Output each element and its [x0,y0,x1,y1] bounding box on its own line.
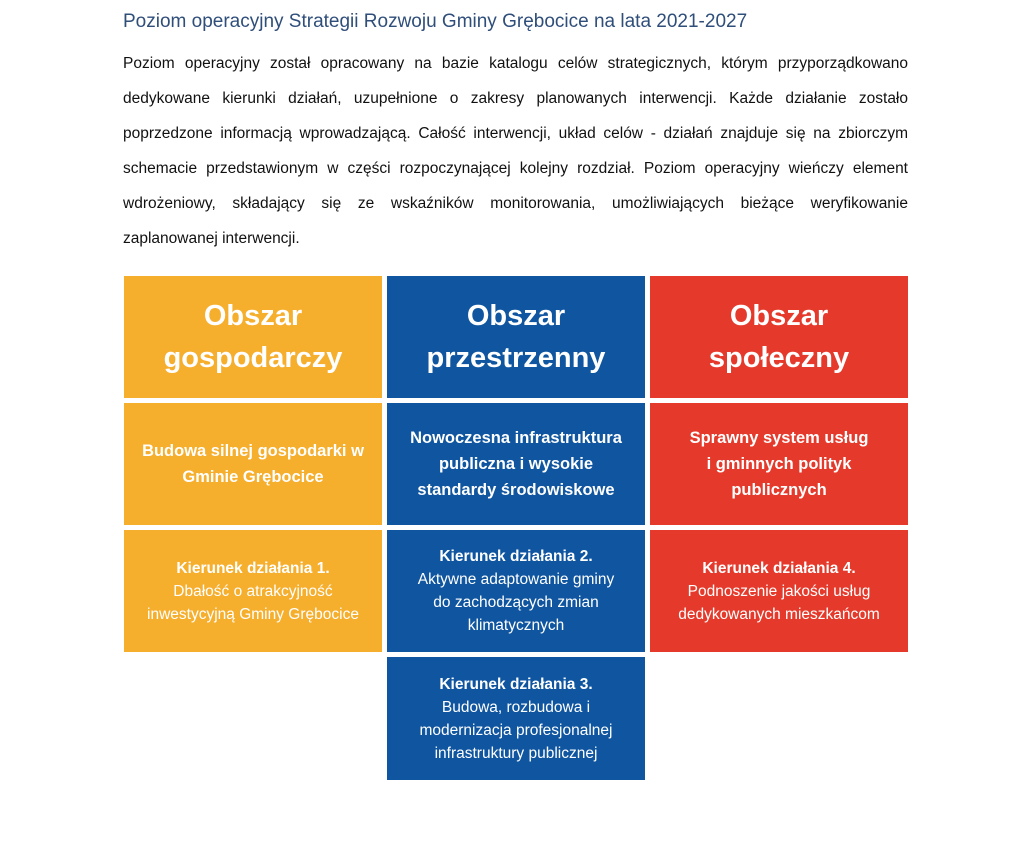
area-title-line: gospodarczy [163,342,343,374]
goal-line: Sprawny system usług [689,429,869,447]
intro-paragraph: Poziom operacyjny został opracowany na bazie katalogu celów strategicznych, którym przyporządkowano dedykowane kierunki działań, uzupełnione o zakresy planowanych interwencji. Każde działanie zostało poprzedzone informacją wprowadzającą. Całość interwencji, układ celów - działań znajduje się na zbiorczym schemacie przedstawionym w części rozpoczynającej kolejny rozdział. Poziom operacyjny wieńczy element wdrożeniowy, składający się ze wskaźników monitorowania, umożliwiających bieżące weryfikowanie zaplanowanej interwencji. [123,55,908,247]
area-economic-title [124,276,382,398]
direction-text-line: infrastruktury publicznej [434,744,598,762]
goal-spatial [387,403,645,525]
area-social-title [650,276,908,398]
area-title-line: Obszar [729,300,829,332]
direction-text-line: Aktywne adaptowanie gminy [417,571,615,588]
goal-economic [124,403,382,525]
area-title-line: Obszar [203,300,303,332]
goal-line: Nowoczesna infrastruktura [410,429,622,447]
goal-social [650,403,908,525]
direction-text-line: Podnoszenie jakości usług [687,582,871,600]
direction-4 [650,530,908,652]
direction-3 [387,657,645,780]
direction-text-line: dedykowanych mieszkańcom [678,605,880,623]
goal-line: publiczna i wysokie [438,455,594,473]
direction-text-line: inwestycyjną Gminy Grębocice [147,605,359,623]
area-title-line: przestrzenny [426,342,606,374]
direction-text-line: Budowa, rozbudowa i [441,698,591,716]
page-heading: Poziom operacyjny Strategii Rozwoju Gminy Grębocice na lata 2021-2027 [123,11,748,32]
goal-line: i gminnych polityk [706,455,852,473]
direction-text-line: Dbałość o atrakcyjność [173,582,333,600]
direction-label: Kierunek działania 1. [176,559,330,577]
goal-line: publicznych [731,481,827,499]
direction-2 [387,530,645,652]
direction-label: Kierunek działania 4. [702,559,856,577]
direction-text-line: do zachodzących zmian [433,594,599,611]
area-title-line: społeczny [708,342,850,374]
direction-1 [124,530,382,652]
goal-line: standardy środowiskowe [417,481,615,499]
strategy-diagram [124,276,908,780]
direction-label: Kierunek działania 2. [439,548,593,565]
direction-label: Kierunek działania 3. [439,675,593,693]
goal-line: Budowa silnej gospodarki w [142,442,364,460]
area-title-line: Obszar [466,300,566,332]
area-spatial-title [387,276,645,398]
direction-text-line: modernizacja profesjonalnej [419,721,613,739]
goal-line: Gminie Grębocice [182,468,324,486]
direction-text-line: klimatycznych [467,617,565,634]
